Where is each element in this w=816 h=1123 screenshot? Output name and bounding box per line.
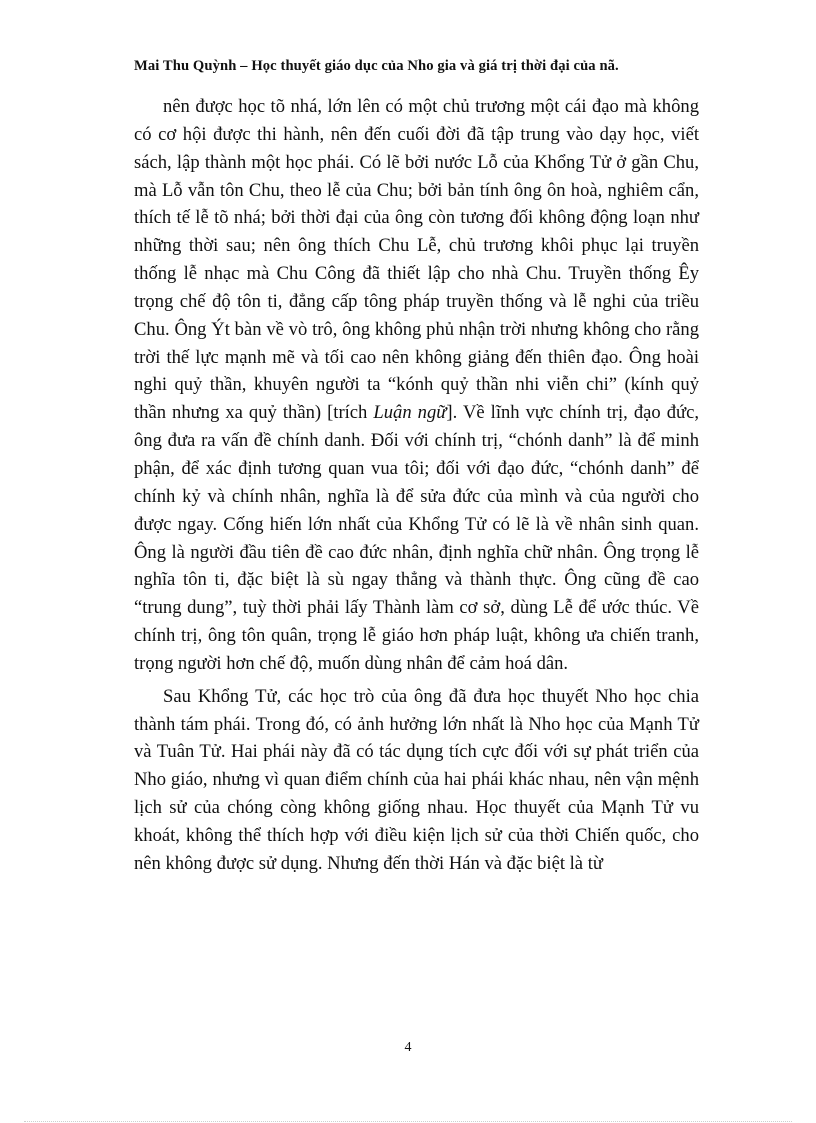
paragraph-2: Sau Khổng Tử, các học trò của ông đã đưa học thuyết Nho học chia thành tám phái. Trong đó, có ảnh hưởng lớn nhất là Nho học của Mạnh Tử và Tuân Tử. Hai phái này đã có tác dụng tích cực đối với sự phát triển của Nho giáo, nhưng vì quan điểm chính của hai phái khác nhau, nên vận mệnh lịch sử của chóng còng không giống nhau. Học thuyết của Mạnh Tử vu khoát, không thể thích hợp với điều kiện lịch sử của thời Chiến quốc, cho nên không được sử dụng. Nhưng đến thời Hán và đặc biệt là từ [134,685,699,874]
book-title-italic: Luận ngữ [373,402,447,424]
running-header: Mai Thu Quỳnh – Học thuyết giáo dục của Nho gia và giá trị thời đại của nã. [134,58,619,74]
paragraph-1-text-a: nên được học tõ nhá, lớn lên có một chủ trương một cái đạo mà không có cơ hội được thi hành, nên đến cuối đời đã tập trung vào dạy học, viết sách, lập thành một học phái. Có lẽ bởi nước Lỗ của Khổng Tử ở gần Chu, mà Lỗ vẫn tôn Chu, theo lễ của Chu; bởi bản tính ông ôn hoà, nghiêm cẩn, thích tế lễ tõ nhá; bởi thời đại của ông còn tương đối không động loạn như những thời sau; nên ông thích Chu Lễ, chủ trương khôi phục lại truyền thống lễ nhạc mà Chu Công đã thiết lập cho nhà Chu. Truyền thống Êy trọng chế độ tôn ti, đẳng cấp tông pháp truyền thống và lễ nghi của triều Chu. Ông Ýt bàn về vò trô, ông không phủ nhận trời nhưng không cho rằng trời thế lực mạnh mẽ và tối cao nên không giảng đến thiên đạo. Ông hoài nghi quỷ thần, khuyên người ta “kónh quỷ thần nhi viễn chi” (kính quỷ thần nhưng xa quỷ thần) [trích [134,96,699,424]
paragraph-1-text-b: ]. Về lĩnh vực chính trị, đạo đức, ông đưa ra vấn đề chính danh. Đối với chính trị, “chónh danh” là để minh phận, để xác định tương quan vua tôi; đối với đạo đức, “chónh danh” để chính kỷ và chính nhân, nghĩa là để sửa đức của mình và của người cho được ngay. Cống hiến lớn nhất của Khổng Tử có lẽ là về nhân sinh quan. Ông là người đầu tiên đề cao đức nhân, định nghĩa chữ nhân. Ông trọng lễ nghĩa tôn ti, đặc biệt là sù ngay thẳng và thành thực. Ông cũng đề cao “trung dung”, tuỳ thời phải lấy Thành làm cơ sở, dùng Lễ để ước thúc. Về chính trị, ông tôn quân, trọng lễ giáo hơn pháp luật, không ưa chiến tranh, trọng người hơn chế độ, muốn dùng nhân để cảm hoá dân. [134,402,699,674]
page-number: 4 [404,1040,412,1055]
page-bottom-divider [24,1121,792,1122]
body-text [134,93,699,878]
paragraph-1 [134,93,699,678]
